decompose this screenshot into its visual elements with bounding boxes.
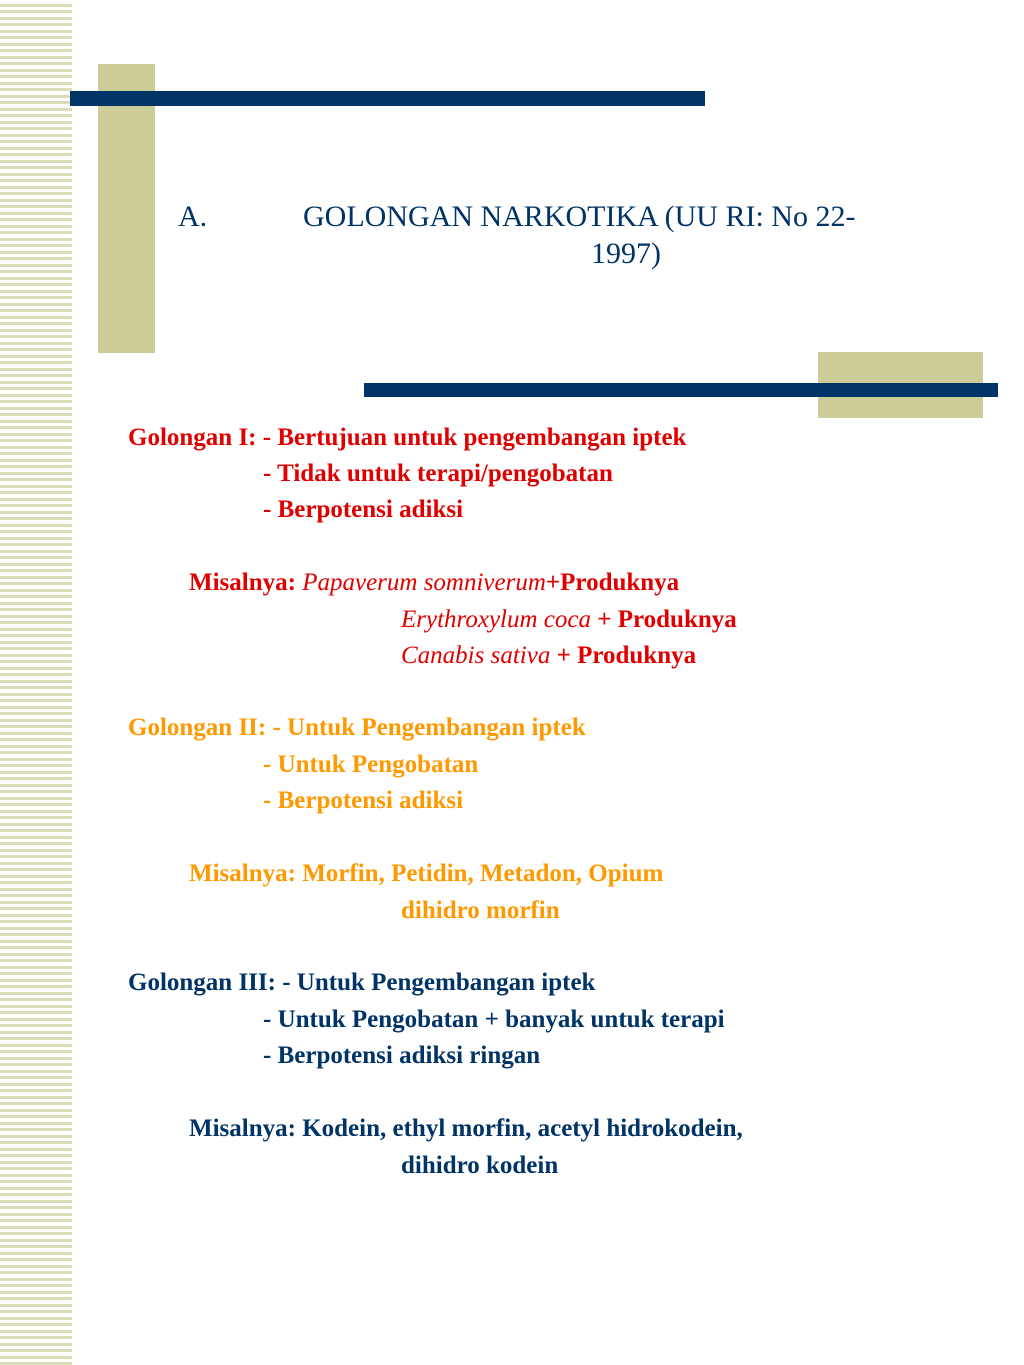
- golongan3-example-line2: dihidro kodein: [401, 1152, 559, 1179]
- golongan1-example1-name: Papaverum somniverum: [302, 569, 546, 596]
- golongan3-point3: - Berpotensi adiksi ringan: [263, 1042, 541, 1069]
- golongan1-example-3: [401, 641, 696, 671]
- title-letter: A.: [178, 200, 208, 233]
- golongan2-example-line1: Misalnya: Morfin, Petidin, Metadon, Opium: [189, 860, 664, 887]
- golongan1-example-2: [401, 605, 737, 635]
- golongan1-example2-suffix: + Produknya: [590, 606, 737, 633]
- title-line-2: 1997): [591, 237, 661, 270]
- golongan1-example3-name: Canabis sativa: [401, 642, 551, 669]
- golongan2-point2: - Untuk Pengobatan: [263, 751, 479, 778]
- golongan1-example1-suffix: +Produknya: [545, 569, 680, 596]
- golongan2-heading: Golongan II: - Untuk Pengembangan iptek: [128, 714, 586, 741]
- golongan1-heading: Golongan I: - Bertujuan untuk pengembangan iptek: [128, 424, 687, 451]
- top-accent-bar: [70, 91, 705, 106]
- golongan1-example3-suffix: + Produknya: [550, 642, 697, 669]
- golongan3-example-line1: Misalnya: Kodein, ethyl morfin, acetyl hidrokodein,: [189, 1115, 743, 1142]
- golongan2-point3: - Berpotensi adiksi: [263, 787, 464, 814]
- golongan1-point3: - Berpotensi adiksi: [263, 496, 464, 523]
- golongan2-example-line2: dihidro morfin: [401, 897, 560, 924]
- top-left-accent-block: [98, 64, 155, 353]
- golongan1-example2-name: Erythroxylum coca: [401, 606, 591, 633]
- golongan3-heading: Golongan III: - Untuk Pengembangan iptek: [128, 969, 596, 996]
- golongan1-point2: - Tidak untuk terapi/pengobatan: [263, 460, 613, 487]
- middle-accent-bar: [364, 383, 998, 397]
- left-stripe-decoration: [0, 0, 72, 1365]
- golongan1-example-1: [189, 568, 679, 598]
- golongan1-example-prefix: Misalnya:: [189, 569, 303, 596]
- golongan3-point2: - Untuk Pengobatan + banyak untuk terapi: [263, 1006, 725, 1033]
- title-line-1: GOLONGAN NARKOTIKA (UU RI: No 22-: [303, 200, 856, 233]
